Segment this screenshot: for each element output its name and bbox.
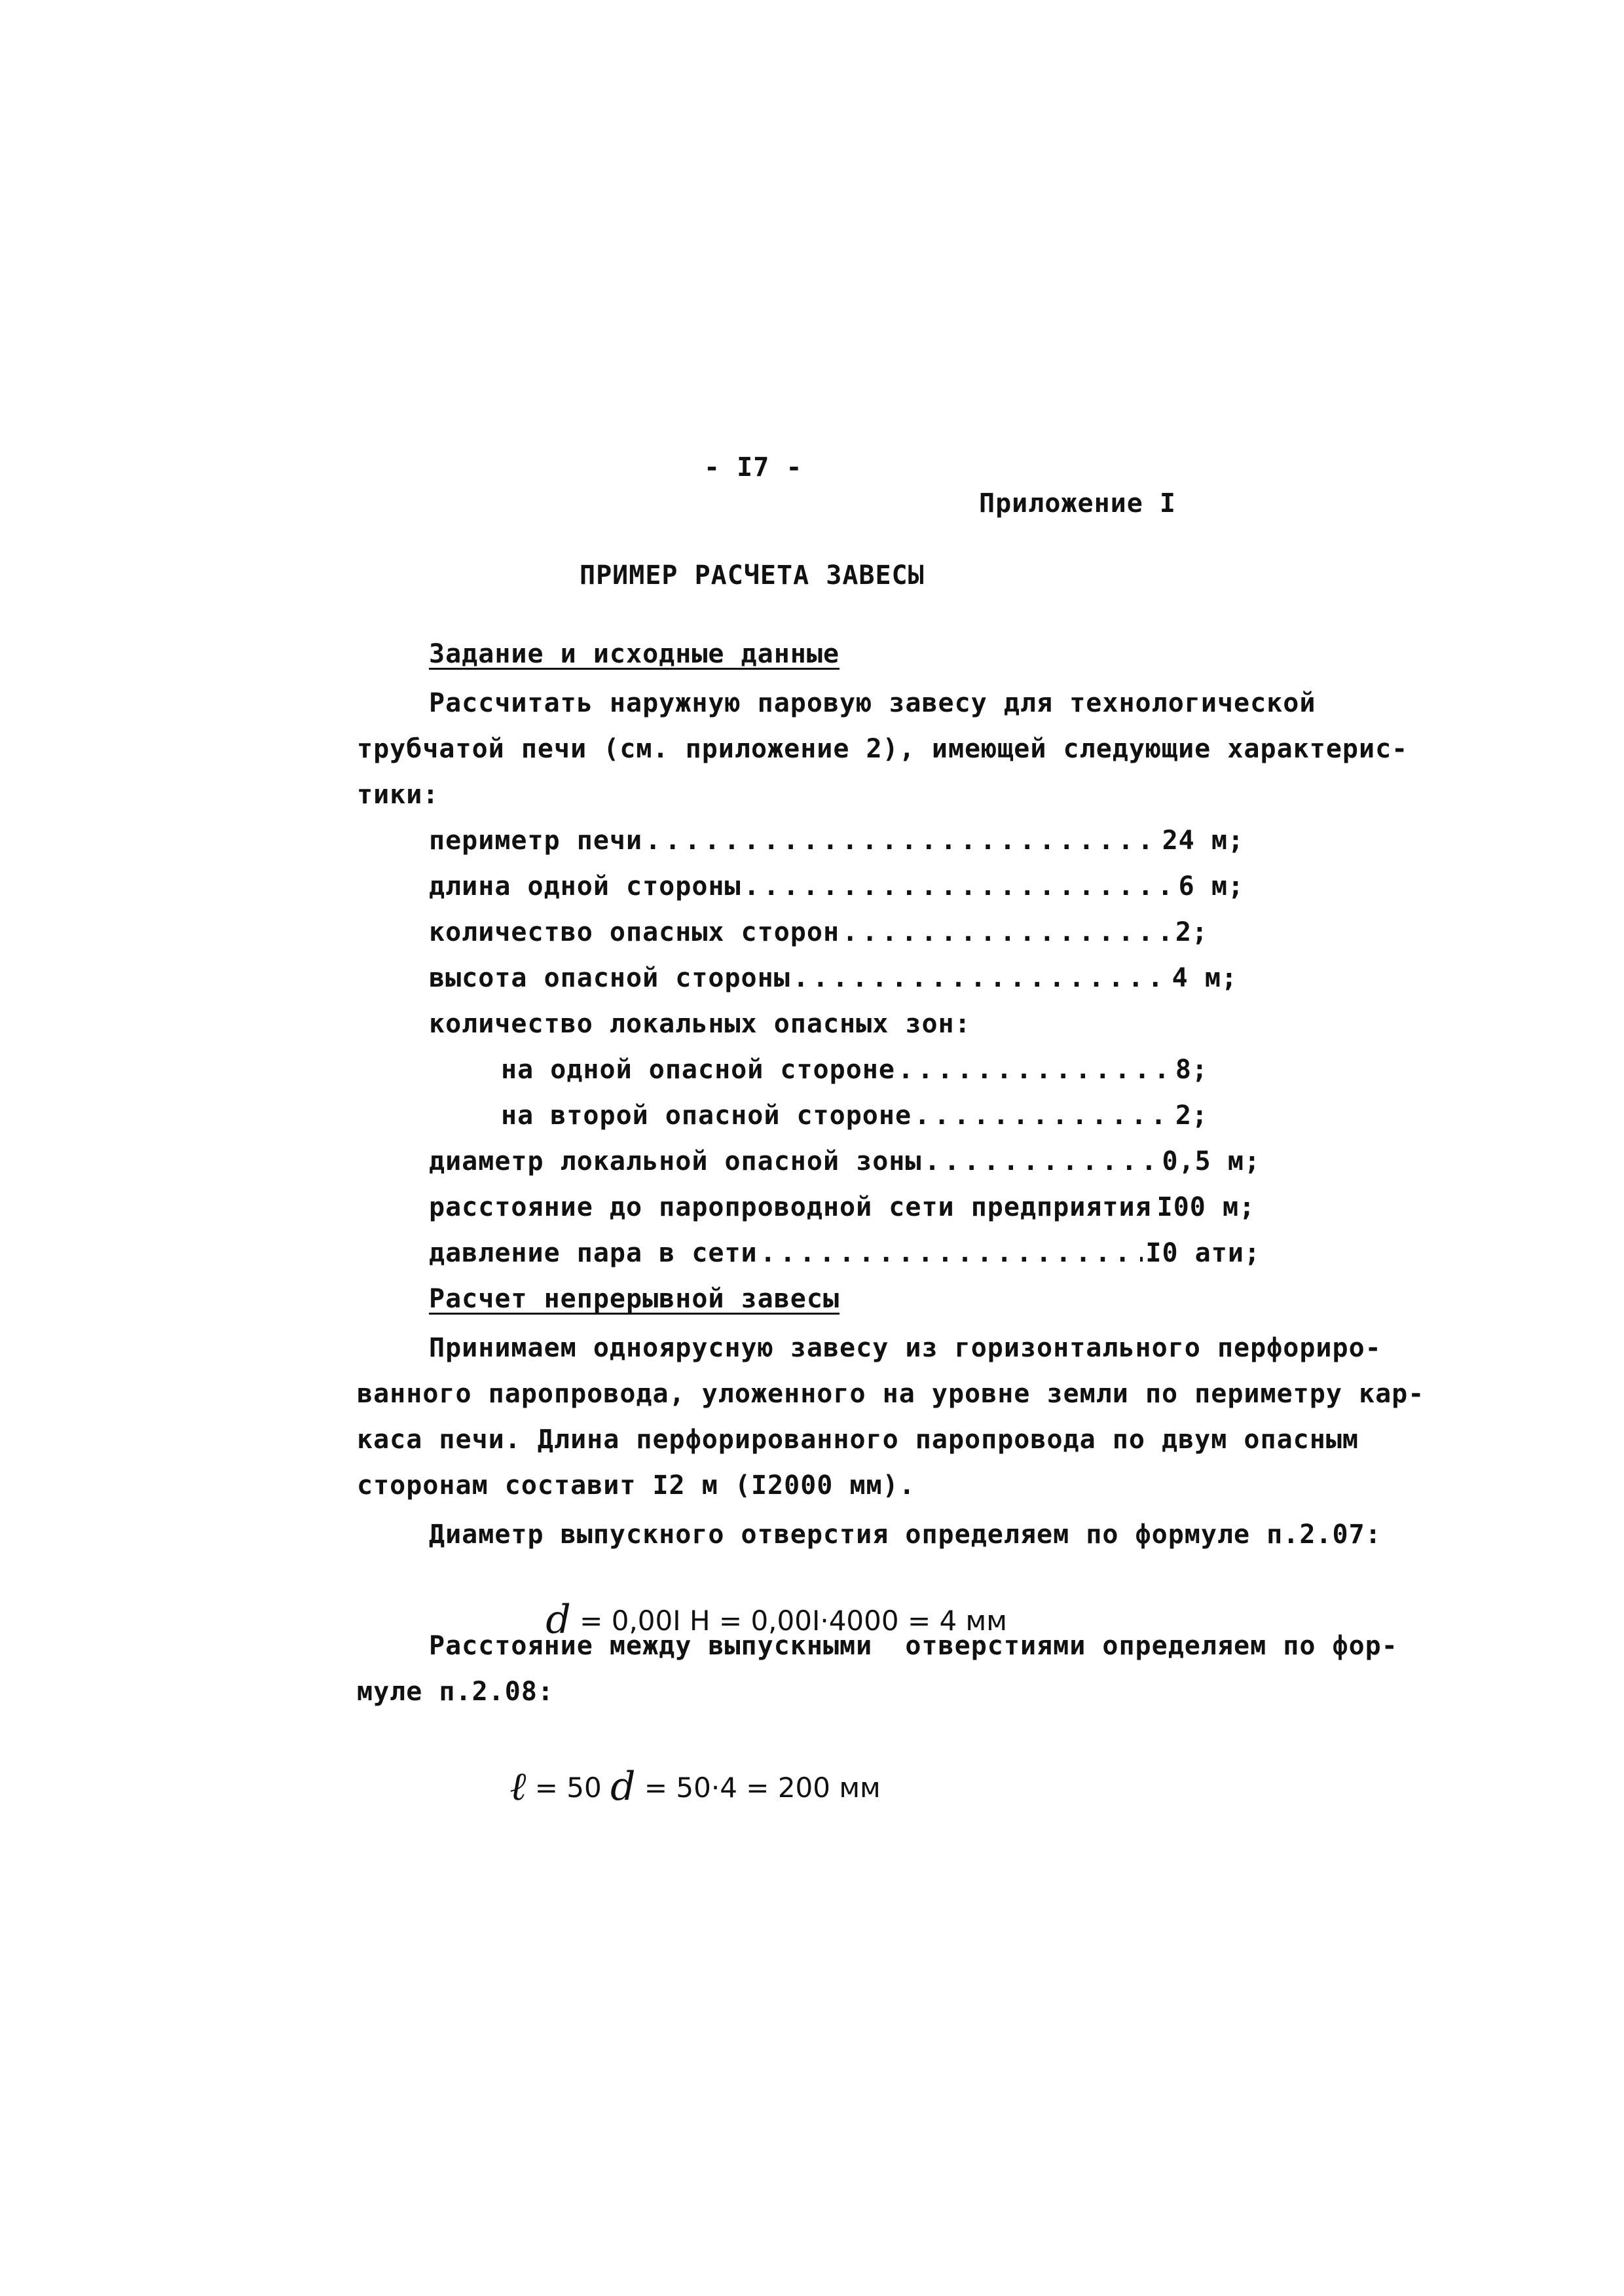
param-row [429,1146,1261,1177]
paragraph-line: тики: [357,780,439,810]
paragraph-line: муле п.2.08: [357,1677,554,1707]
leader-dots [793,962,1170,994]
leader-dots [842,917,1173,948]
param-row [429,1237,1261,1269]
param-label: диаметр локальной опасной зоны [429,1146,922,1176]
param-label: периметр печи [429,826,643,856]
leader-dots [924,1146,1159,1177]
paragraph-line: Расстояние между выпускными отверстиями определяем по фор- [429,1631,1398,1661]
param-value: I00 м; [1156,1192,1256,1222]
diameter-text: Диаметр выпускного отверстия определяем по формуле п.2.07: [429,1520,1382,1550]
param-value: 4 м; [1172,963,1238,993]
section-heading-task: Задание и исходные данные [429,639,840,669]
param-label: длина одной стороны [429,871,741,902]
paragraph-line: Рассчитать наружную паровую завесу для технологической [429,688,1316,718]
paragraph-line: каса печи. Длина перфорированного паропровода по двум опасным [357,1425,1359,1455]
param-row [429,917,1208,948]
param-row [429,825,1244,856]
zones-label: количество локальных опасных зон: [429,1009,971,1039]
param-row [429,871,1244,902]
param-row [429,962,1238,994]
leader-dots [744,871,1176,902]
paragraph-line: Принимаем одноярусную завесу из горизонтального перфориро- [429,1333,1382,1363]
param-value: 2; [1175,1101,1208,1131]
section-heading-calculation: Расчет непрерывной завесы [429,1284,840,1314]
param-value: 24 м; [1162,826,1244,856]
formula-expression: = 0,00I H = 0,00I·4000 = 4 мм [570,1605,1007,1637]
param-row [501,1054,1208,1085]
param-label: давление пара в сети [429,1238,758,1268]
param-value: I0 ати; [1145,1238,1261,1268]
formula-distance [475,1732,881,1843]
page-number: - I7 - [704,452,803,483]
leader-dots [760,1237,1143,1269]
param-row [501,1100,1208,1131]
document-title: ПРИМЕР РАСЧЕТА ЗАВЕСЫ [580,560,925,591]
appendix-label: Приложение I [979,488,1176,519]
formula-symbol-d: d [610,1764,636,1810]
param-value: 8; [1175,1055,1208,1085]
param-value: 2; [1175,917,1208,947]
paragraph-line: трубчатой печи (см. приложение 2), имеющей следующие характерис- [357,734,1409,764]
formula-part: = 50·4 = 200 мм [635,1772,881,1804]
leader-dots [898,1054,1173,1085]
leader-dots [645,825,1160,856]
param-value: 6 м; [1178,871,1244,902]
param-value: 0,5 м; [1162,1146,1261,1176]
formula-symbol-d: d [545,1597,571,1643]
param-label: на второй опасной стороне [501,1101,912,1131]
param-label: высота опасной стороны [429,963,790,993]
formula-symbol-l: ℓ [509,1764,526,1810]
paragraph-line: сторонам составит I2 м (I2000 мм). [357,1470,915,1501]
param-label: на одной опасной стороне [501,1055,895,1085]
param-label: количество опасных сторон [429,917,840,947]
formula-part: = 50 [526,1772,611,1804]
leader-dots [914,1100,1173,1131]
param-label: расстояние до паропроводной сети предприятия [429,1192,1152,1222]
paragraph-line: ванного паропровода, уложенного на уровне земли по периметру кар- [357,1379,1425,1409]
param-row [429,1192,1256,1223]
